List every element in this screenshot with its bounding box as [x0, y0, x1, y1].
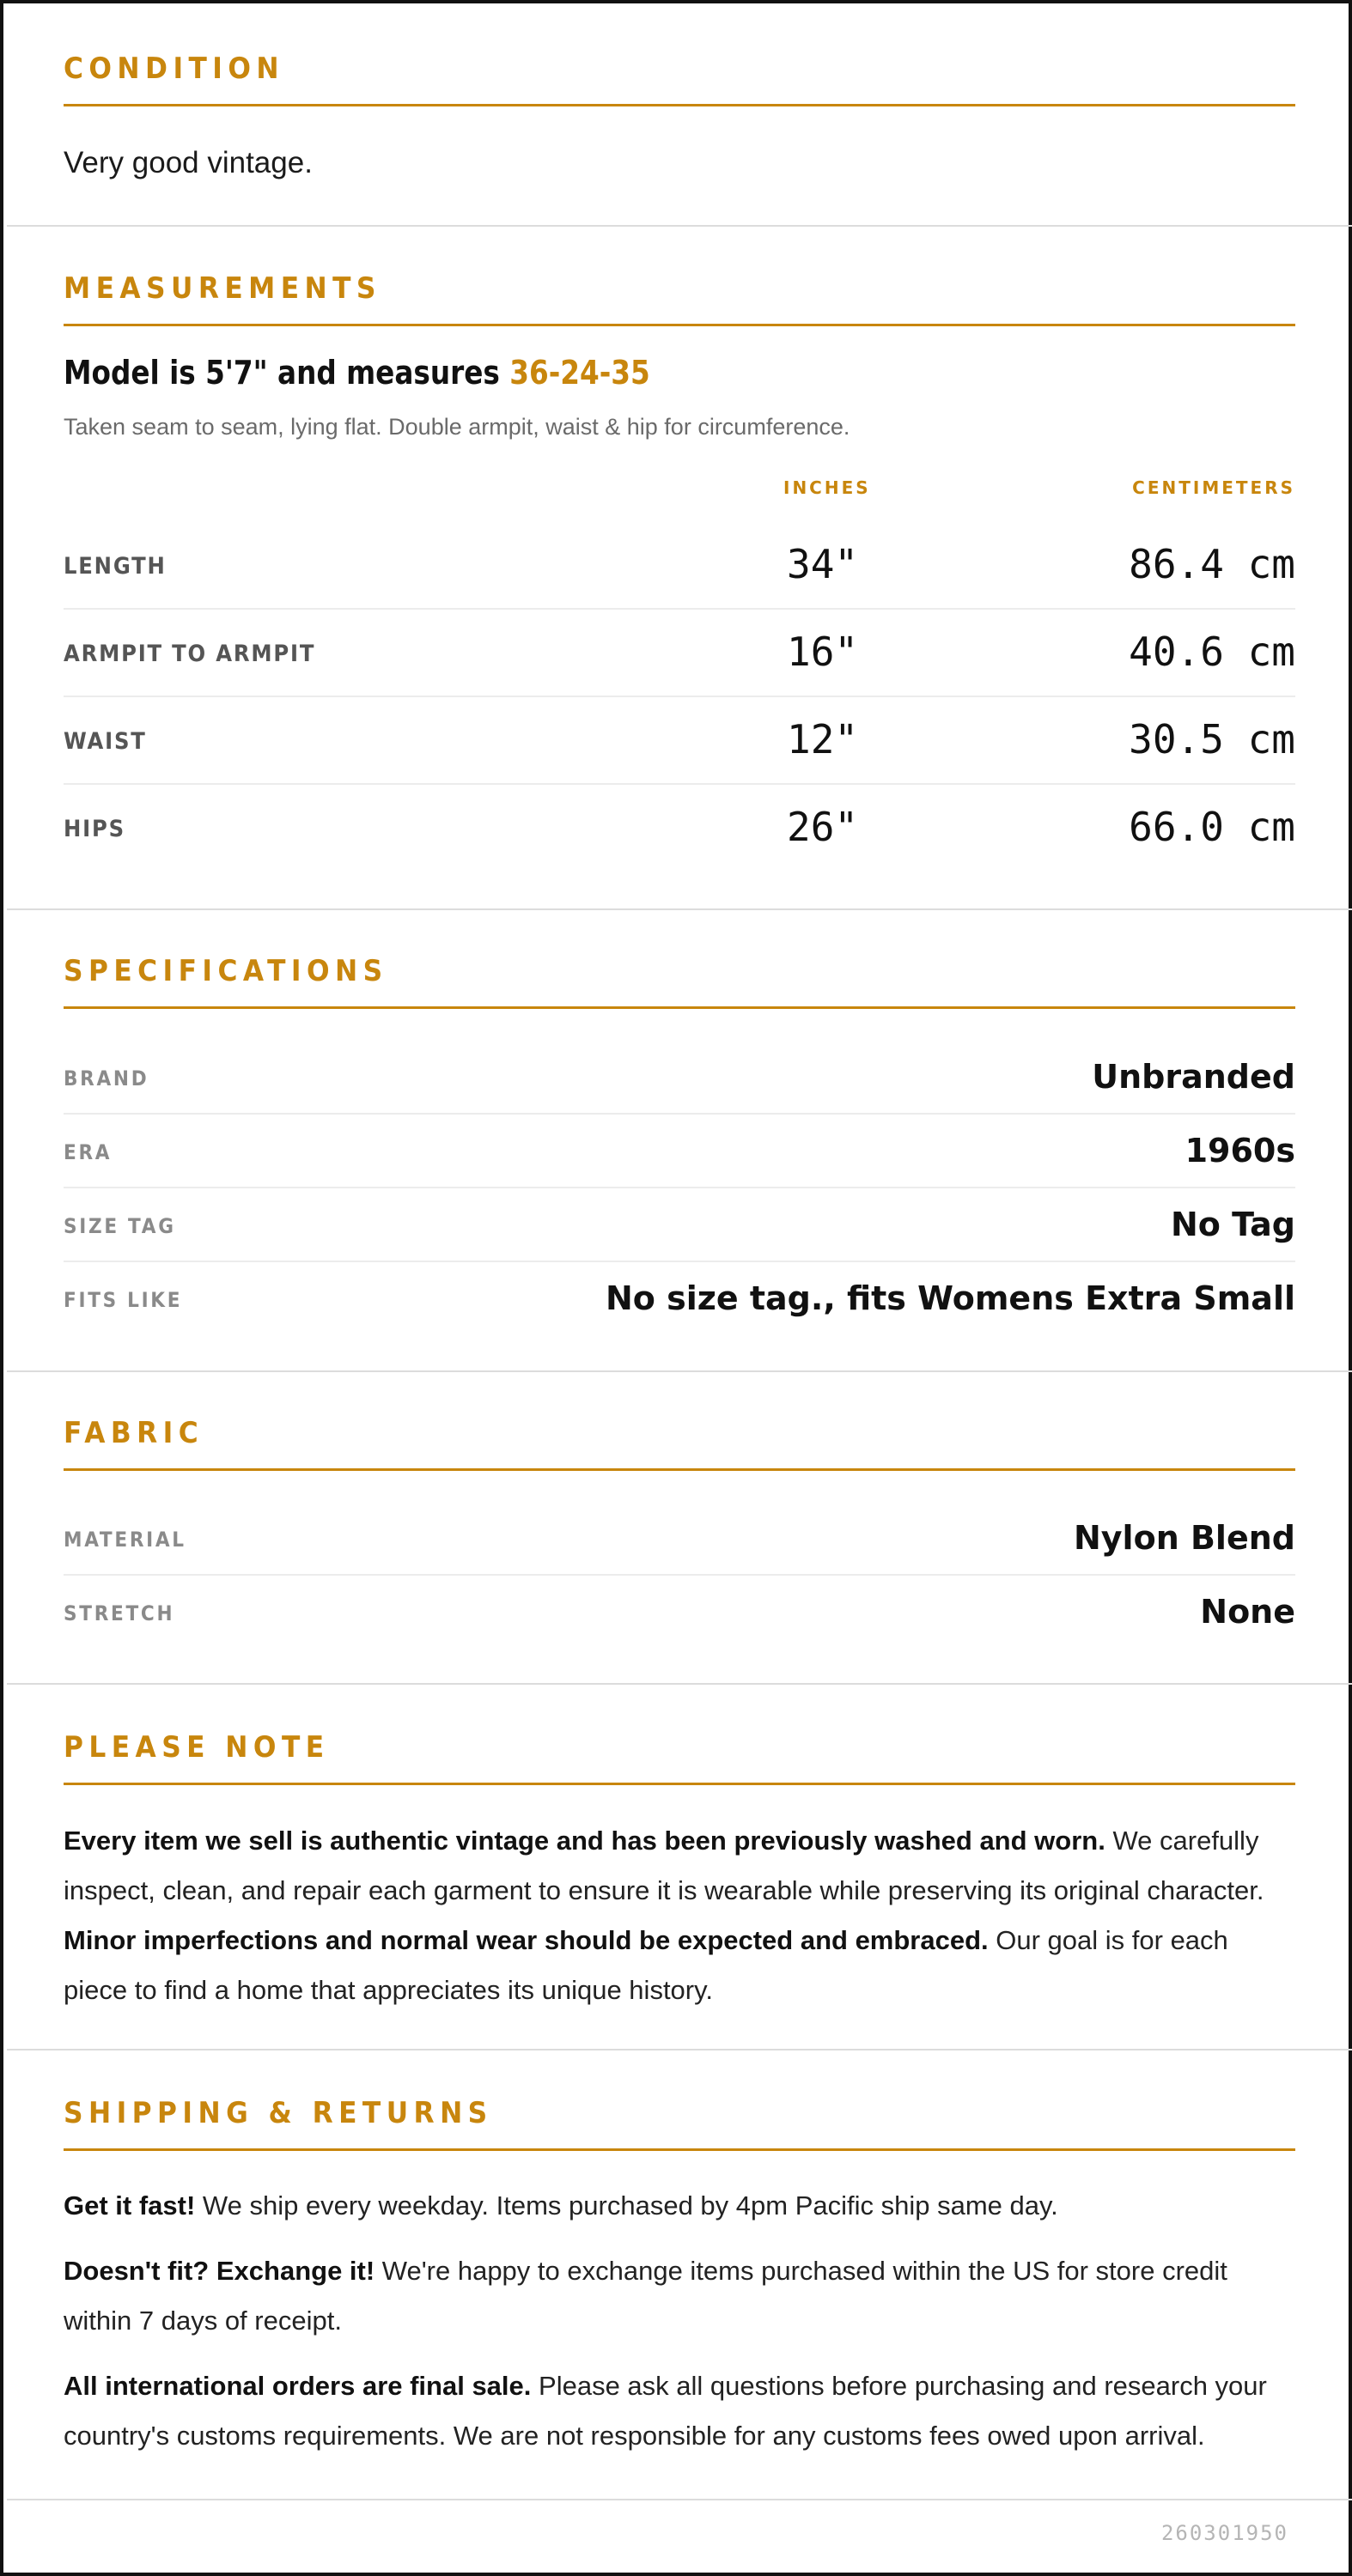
centimeters-column-header: CENTIMETERS [1132, 477, 1295, 498]
measurements-heading: MEASUREMENTS [64, 271, 381, 306]
fabric-label: MATERIAL [64, 1528, 186, 1552]
shipping-exchange-bold: Doesn't fit? Exchange it! [64, 2256, 375, 2286]
product-id: 260301950 [1160, 2521, 1288, 2545]
condition-heading: CONDITION [64, 52, 285, 86]
inches-column-header: INCHES [783, 477, 871, 498]
shipping-rule [64, 2148, 1295, 2151]
fabric-heading: FABRIC [64, 1416, 204, 1450]
specifications-heading: SPECIFICATIONS [64, 954, 388, 988]
measurement-label: ARMPIT TO ARMPIT [64, 641, 316, 667]
shipping-exchange-text: We're happy to exchange items purchased within the US for store credit within 7 days of receipt. [64, 2256, 1227, 2336]
spec-value: No Tag [1170, 1206, 1295, 1243]
measurement-cm: 86.4 cm [1129, 541, 1295, 587]
note-bold-2: Minor imperfections and normal wear should be expected and embraced. [64, 1925, 989, 1955]
measurement-cm: 30.5 cm [1129, 716, 1295, 762]
model-prefix: Model is 5'7" and measures [64, 354, 510, 392]
note-text-1: We carefully inspect, clean, and repair each garment to ensure it is wearable while preserving its original character. [64, 1826, 1264, 1905]
shipping-heading: SHIPPING & RETURNS [64, 2096, 493, 2130]
fabric-label: STRETCH [64, 1601, 175, 1625]
shipping-fast-text: We ship every weekday. Items purchased by 4pm Pacific ship same day. [195, 2190, 1058, 2221]
spec-value: No size tag., fits Womens Extra Small [605, 1279, 1295, 1317]
note-text-2: Our goal is for each piece to find a home that appreciates its unique history. [64, 1925, 1228, 2005]
shipping-intl-text: Please ask all questions before purchasing and research your country's customs requirements. We are not responsible for any customs fees owed upon arrival. [64, 2371, 1267, 2451]
shipping-paragraph-exchange [64, 2246, 1295, 2346]
condition-text: Very good vintage. [64, 146, 313, 179]
note-bold-1: Every item we sell is authentic vintage and has been previously washed and worn. [64, 1826, 1105, 1856]
measurement-label: HIPS [64, 816, 125, 842]
measurement-cm: 40.6 cm [1129, 629, 1295, 675]
measurement-note: Taken seam to seam, lying flat. Double armpit, waist & hip for circumference. [64, 414, 850, 440]
measurement-cm: 66.0 cm [1129, 804, 1295, 850]
spec-label: FITS LIKE [64, 1288, 183, 1312]
model-measurements: 36-24-35 [509, 354, 650, 392]
shipping-paragraph-international [64, 2361, 1295, 2461]
spec-value: Unbranded [1092, 1058, 1295, 1096]
spec-label: SIZE TAG [64, 1214, 176, 1238]
measurement-inches: 16" [787, 629, 859, 675]
measurement-label: LENGTH [64, 553, 167, 580]
measurement-inches: 34" [787, 541, 859, 587]
shipping-intl-bold: All international orders are final sale. [64, 2371, 532, 2401]
spec-label: ERA [64, 1140, 113, 1164]
measurement-inches: 12" [787, 716, 859, 762]
fabric-value: None [1200, 1593, 1295, 1631]
shipping-section [7, 2050, 1352, 2500]
measurement-label: WAIST [64, 728, 147, 755]
shipping-fast-bold: Get it fast! [64, 2190, 196, 2221]
fabric-value: Nylon Blend [1073, 1519, 1295, 1557]
spec-value: 1960s [1185, 1132, 1295, 1170]
shipping-paragraph-fast [64, 2181, 1295, 2231]
measurement-inches: 26" [787, 804, 859, 850]
spec-label: BRAND [64, 1066, 149, 1091]
please-note-heading: PLEASE NOTE [64, 1730, 330, 1765]
